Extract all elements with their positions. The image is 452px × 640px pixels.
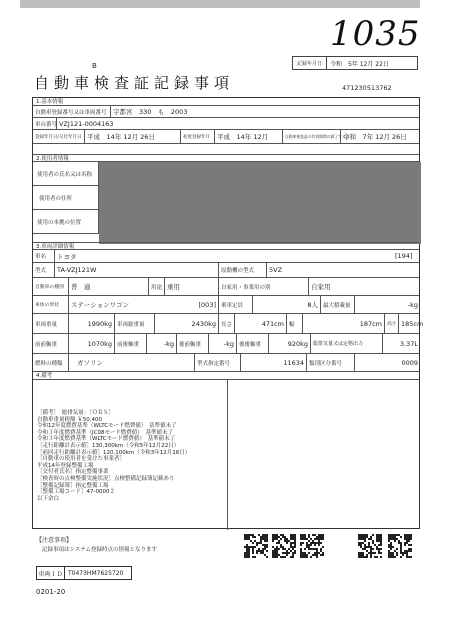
car-id-value: T0473HM7625720	[68, 569, 124, 577]
make-code: [194]	[395, 252, 413, 260]
ff-label: 前前軸重	[33, 334, 69, 353]
fr-value: -kg	[147, 334, 177, 353]
first-year-label: 初度登録年月	[181, 130, 215, 143]
remarks-line: 令和３年度燃費基準（JC08モード燃費値） 基準値未了	[37, 429, 173, 436]
row-registration	[33, 106, 419, 118]
fr-label: 前後軸重	[115, 334, 147, 353]
displacement-value: 3.37L	[399, 339, 418, 348]
class-no-value: 0009	[401, 358, 418, 367]
car-id-label: 車両ＩＤ	[37, 567, 65, 579]
engine-label: 原動機の型式	[219, 263, 267, 277]
scan-edge-stripe	[20, 0, 420, 8]
kind-label: 自動車の種別	[33, 278, 69, 295]
displacement-label: 総排気量又は定格出力	[311, 334, 383, 353]
remarks-line: 自動車重量税額 ￥50,400	[37, 416, 102, 423]
row-kind	[33, 278, 419, 296]
shape-code: [003]	[169, 296, 219, 313]
capacity-label: 乗車定員	[219, 296, 253, 313]
footer-code: 0201-20	[36, 588, 66, 596]
remarks-line: ［整備工場コード］47-0000２	[37, 489, 115, 496]
max-load-value: -kg	[407, 300, 418, 309]
type-no-label: 型式指定番号	[195, 354, 241, 371]
expiry-value: 令和 7年 12月 26日	[343, 133, 407, 141]
gross-value: 2430kg	[155, 314, 219, 333]
chassis-label: 車台番号	[33, 118, 57, 129]
fuel-label: 燃料の種類	[33, 354, 69, 371]
remarks-line: ［交付者氏名］指定整備事業	[37, 469, 109, 476]
fuel-value: ガソリン	[69, 354, 195, 371]
model-value: TA-VZJ121W	[55, 263, 219, 277]
max-load-label: 最大積載量	[321, 296, 355, 313]
model-label: 型式	[33, 263, 55, 277]
remarks-line: 平成14年登録整備工場	[37, 462, 94, 469]
first-year-value: 平成 14年 12月	[215, 130, 283, 143]
section-vehicle-header: 3.車両詳細情報	[33, 242, 419, 250]
capacity-value: 8人	[253, 296, 321, 313]
user-address-label: 使用者の住所	[33, 186, 99, 209]
chassis-value: VZJ121-0004163	[59, 119, 114, 128]
record-date-label: 記録年月日	[293, 57, 327, 69]
remarks-line: ［検査時の点検整備実施状況］点検整備記録簿記載あり	[37, 475, 175, 482]
rr-label: 後後軸重	[237, 334, 269, 353]
shape-value: ステーションワゴン	[71, 301, 130, 309]
reg-value: 宇都宮 330 も 2003	[113, 108, 188, 116]
remarks-line: ［備考］ 総排気量：［ＯＲＳ］	[37, 410, 115, 416]
length-value: 471cm	[235, 314, 287, 333]
first-reg-label: 登録年月日/交付年月日	[33, 130, 85, 143]
handwritten-number: 1035	[330, 14, 421, 54]
remarks-line: 令和12年度燃費基準（WLTCモード燃費値） 基準値未了	[37, 423, 177, 430]
section-basic-header: 1.基本情報	[33, 98, 419, 106]
remarks-line: ［走行距離計表示値］130,300km（令和5年12月22日）	[37, 442, 180, 449]
reg-label: 自動車登録番号又は車両番号	[33, 106, 111, 117]
caution-title: 【注意事項】	[36, 537, 73, 544]
weight-value: 1990kg	[69, 314, 115, 333]
shape-label: 車体の形状	[33, 296, 69, 313]
row-weights	[33, 314, 424, 334]
section-remarks-header: 4.備考	[33, 372, 419, 380]
qr-code-4	[358, 534, 382, 558]
row-chassis	[33, 118, 419, 130]
private-value: 自家用	[311, 283, 331, 291]
class-no-label: 類別区分番号	[307, 354, 355, 371]
row-dates	[33, 130, 419, 144]
kind-value: 普 通	[69, 278, 149, 295]
rf-label: 後前軸重	[177, 334, 209, 353]
caution-text: 記録事項はシステム登録時点の情報となります	[42, 547, 157, 553]
form-mark: B	[92, 62, 97, 70]
remarks-line: ［前回走行距離計表示値］120,100km（令和3年12月16日）	[37, 449, 191, 456]
redaction-block	[99, 162, 421, 244]
qr-code-2	[272, 534, 296, 558]
rf-value: -kg	[209, 334, 237, 353]
first-reg-value: 平成 14年 12月 26日	[85, 130, 181, 143]
make-value: トヨタ	[57, 252, 77, 261]
row-fuel	[33, 354, 419, 372]
row-make	[33, 250, 419, 263]
section-user-header: 2.使用者情報	[33, 154, 419, 162]
user-base-label: 使用の本拠の位置	[33, 210, 99, 233]
use-value: 乗用	[165, 278, 219, 295]
row-shape	[33, 296, 419, 314]
qr-code-5	[388, 534, 412, 558]
private-label: 自家用・事業用の別	[219, 278, 309, 295]
length-label: 長さ	[219, 314, 235, 333]
engine-value: 5VZ	[269, 266, 283, 274]
width-label: 幅	[287, 314, 303, 333]
remarks-line: ［自動車の使用者を受けた事業者］	[37, 456, 126, 463]
document-title: 自動車検査証記録事項	[34, 74, 235, 92]
remarks-line: 以下余白	[37, 495, 60, 502]
width-value: 187cm	[303, 314, 385, 333]
use-label: 用途	[149, 278, 165, 295]
remarks-line: ［整備記録簿］指定整備工場	[37, 482, 109, 489]
height-value: 185cm	[401, 319, 424, 328]
remarks-divider	[227, 380, 228, 530]
height-label: 高さ	[385, 314, 399, 333]
rr-value: 920kg	[269, 334, 311, 353]
certificate-form	[32, 97, 424, 529]
gross-label: 車両総重量	[115, 314, 155, 333]
qr-code-3	[300, 534, 324, 558]
record-date-box	[292, 56, 418, 70]
remarks-line: 令和３年度燃費基準（WLTCモード燃費値） 基準値未了	[37, 436, 176, 443]
remarks-text	[37, 410, 190, 502]
record-date-value: 令和 5年 12月 22日	[330, 60, 389, 68]
type-no-value: 11634	[241, 354, 307, 371]
user-name-label: 使用者の氏名又は名称	[33, 162, 99, 185]
row-axles	[33, 334, 419, 354]
document-number: 471230513762	[342, 84, 392, 92]
row-model	[33, 263, 419, 278]
expiry-label: 自動車検査証の有効期間の満了する日	[283, 130, 341, 143]
ff-value: 1070kg	[69, 334, 115, 353]
weight-label: 車両重量	[33, 314, 69, 333]
qr-code-1	[244, 534, 268, 558]
car-id-box	[36, 566, 132, 580]
make-label: 車名	[33, 250, 55, 262]
